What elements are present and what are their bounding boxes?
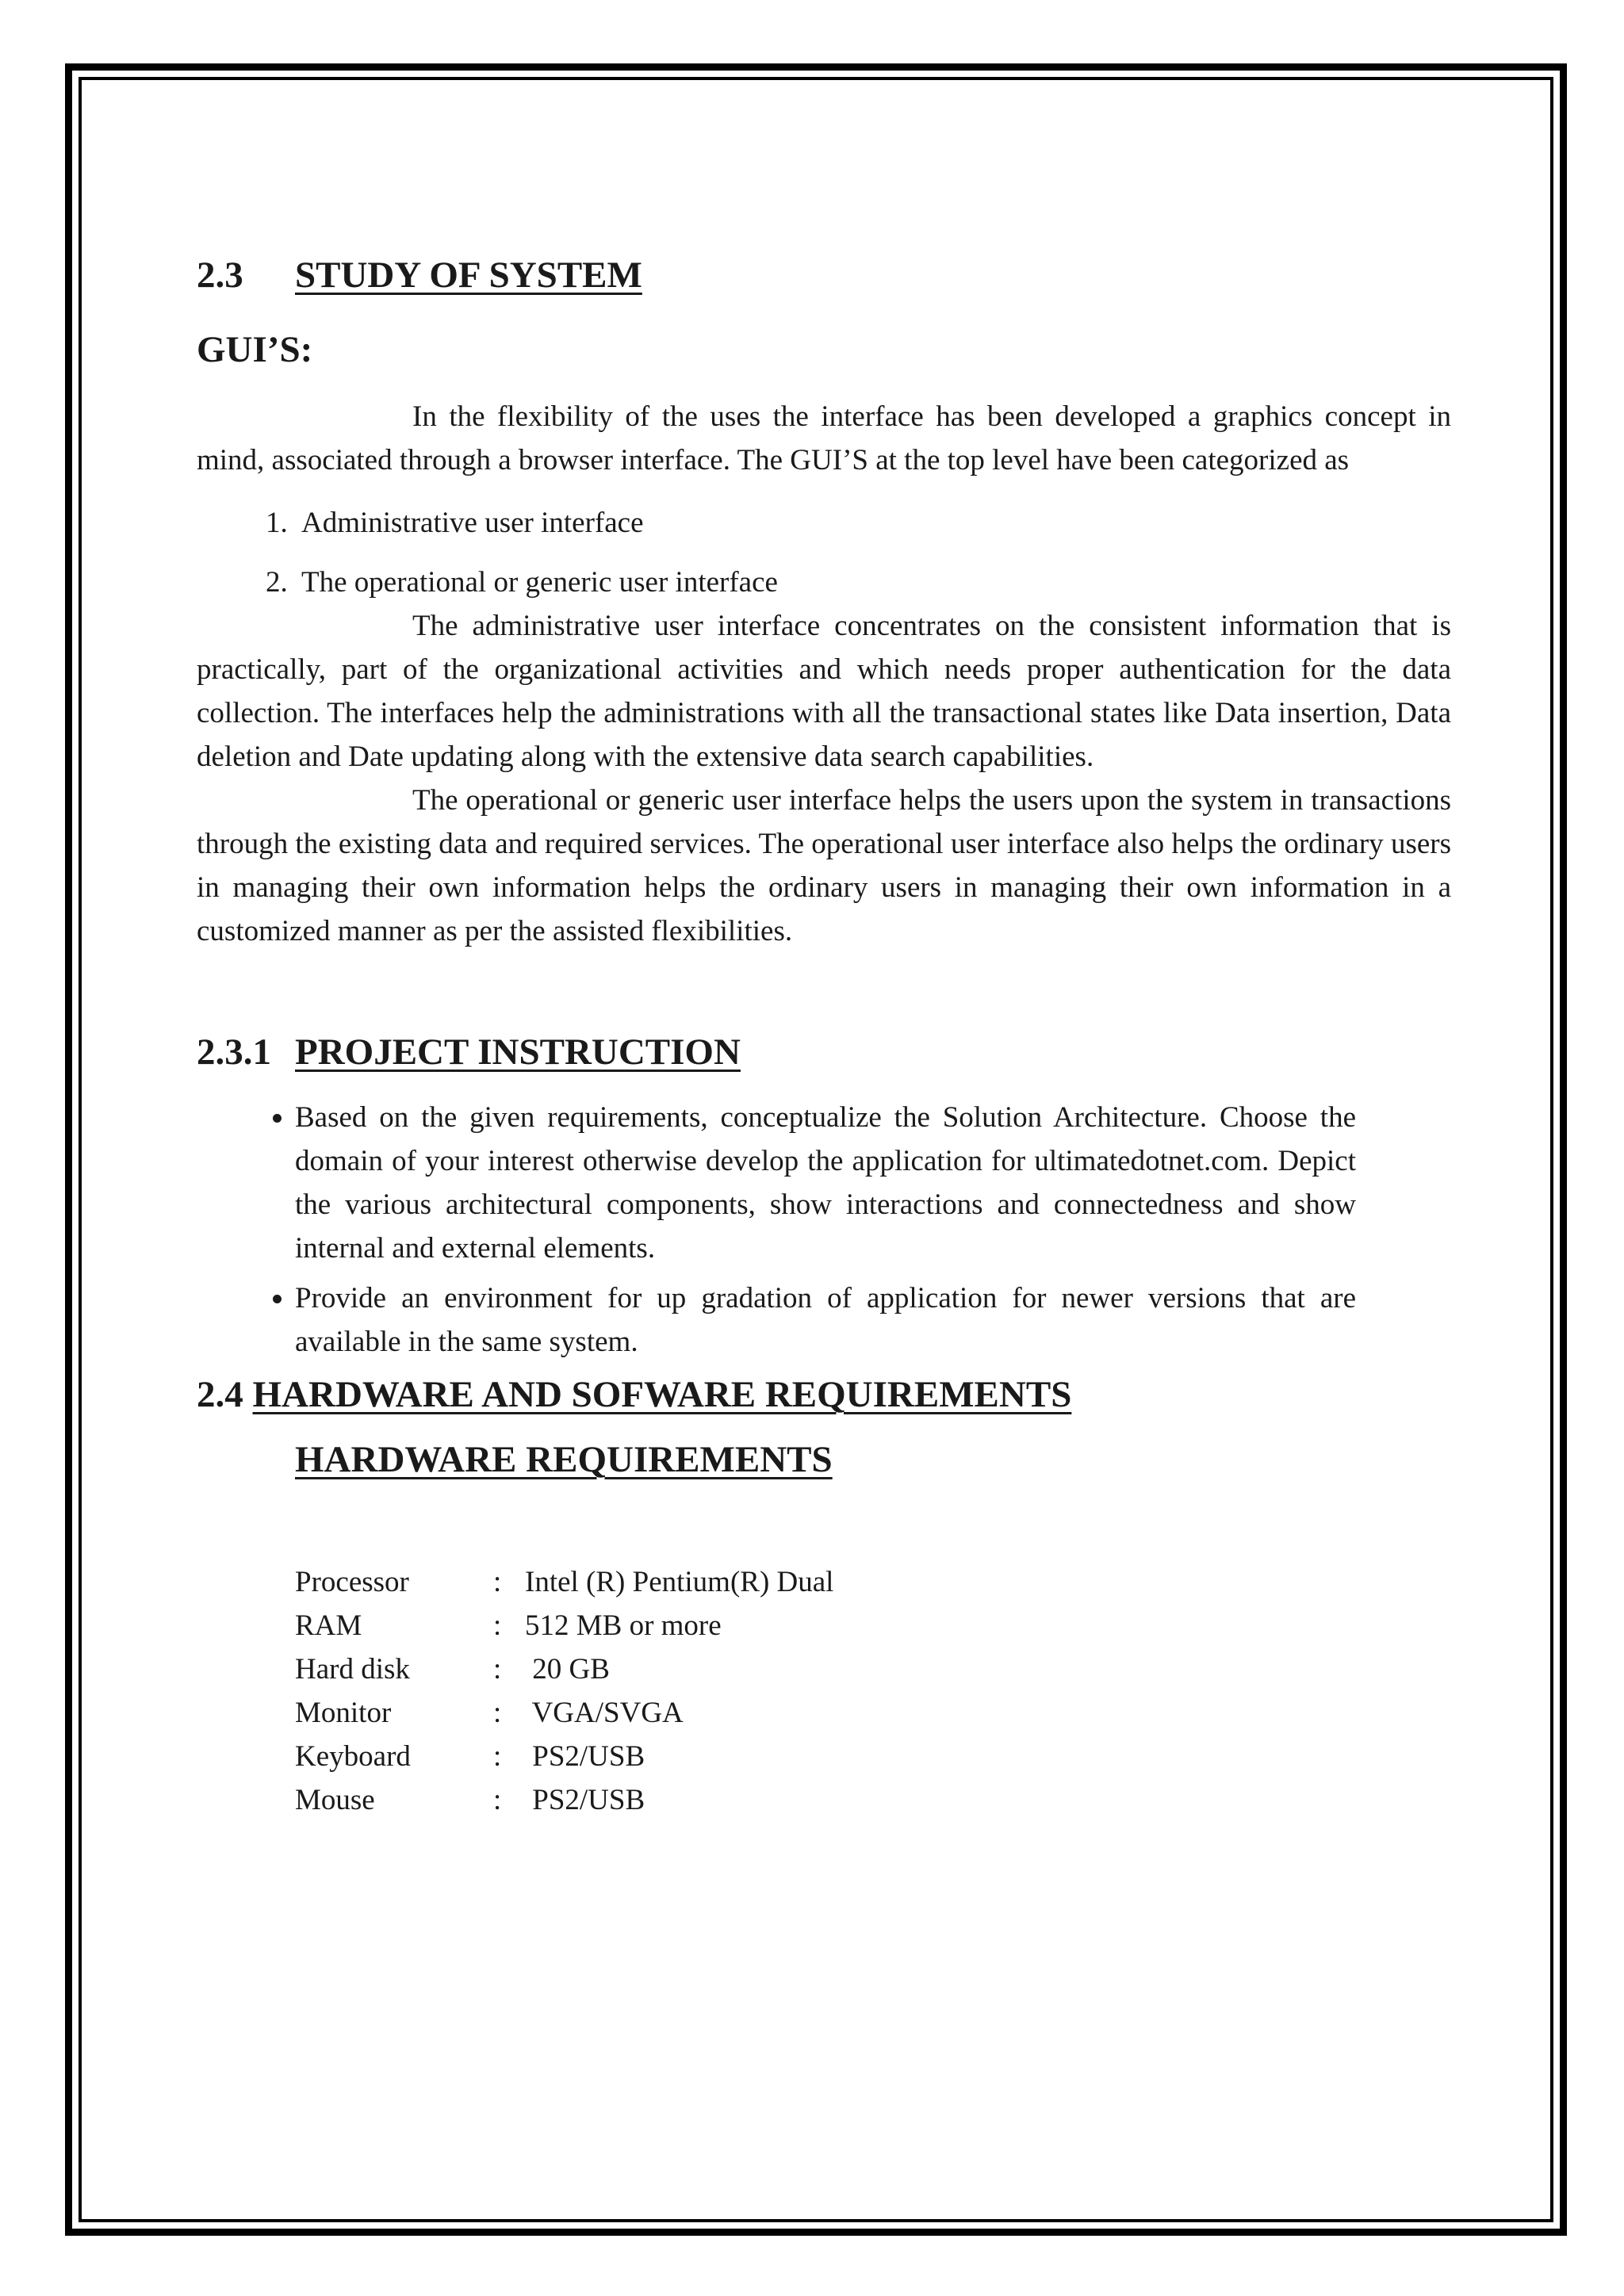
hardware-separator: : [493,1784,502,1816]
project-heading [197,1031,1451,1073]
hardware-heading: HARDWARE REQUIREMENTS [295,1439,833,1480]
bullet-item: • Provide an environment for up gradation of application for newer versions that are available in the same system. [295,1276,1356,1364]
requirements-number: 2.4 [197,1374,243,1415]
hardware-separator: : [493,1566,502,1598]
hardware-key: Keyboard [295,1740,411,1773]
section-heading [197,254,1451,297]
hardware-separator: : [493,1697,502,1729]
operational-paragraph: The operational or generic user interface helps the users upon the system in transactions through the existing data and required services. The operational user interface also helps the ordinary users in managing their own information helps the ordinary users in managing their own information in a customized manner as per the assisted flexibilities. [197,784,1451,947]
list-item: 1. Administrative user interface [295,501,1451,545]
project-number: 2.3.1 [197,1031,271,1073]
hardware-separator: : [493,1740,502,1773]
table-row [295,1735,833,1778]
table-row [295,1604,833,1647]
hardware-value: PS2/USB [525,1740,645,1773]
requirements-heading [197,1373,1451,1416]
hardware-key: RAM [295,1609,362,1642]
project-title: PROJECT INSTRUCTION [295,1031,741,1073]
requirements-title: HARDWARE AND SOFWARE REQUIREMENTS [252,1374,1072,1415]
intro-paragraph: In the flexibility of the uses the interface has been developed a graphics concept in mind, associated through a browser interface. The GUI’S at the top level have been categorized as [197,400,1451,476]
hardware-value: VGA/SVGA [525,1697,684,1729]
table-row [295,1778,833,1822]
hardware-value: 512 MB or more [525,1609,722,1642]
hardware-separator: : [493,1653,502,1686]
hardware-value: PS2/USB [525,1784,645,1816]
hardware-key: Processor [295,1566,409,1598]
bullet-item: • Based on the given requirements, conceptualize the Solution Architecture. Choose the domain of your interest otherwise develop the application for ultimatedotnet.com. Depict the various architectural components, show interactions and connectedness and show internal and external elements. [295,1096,1356,1270]
guis-heading: GUI’S: [197,329,313,370]
gui-category-list [197,501,1451,604]
document-page [197,254,1451,1822]
section-number: 2.3 [197,254,243,296]
hardware-key: Monitor [295,1697,392,1729]
project-bullets [197,1096,1356,1364]
hardware-value: Intel (R) Pentium(R) Dual [525,1566,834,1598]
hardware-separator: : [493,1609,502,1642]
section-title: STUDY OF SYSTEM [295,254,642,296]
table-row [295,1560,833,1604]
admin-paragraph: The administrative user interface concentrates on the consistent information that is practically, part of the organizational activities and which needs proper authentication for the data collection. The interfaces help the administrations with all the transactional states like Data insertion, Data deletion and Date updating along with the extensive data search capabilities. [197,610,1451,773]
hardware-key: Hard disk [295,1653,410,1686]
hardware-key: Mouse [295,1784,375,1816]
list-item: 2. The operational or generic user interface [295,561,1451,604]
hardware-value: 20 GB [525,1653,610,1686]
hardware-table [295,1560,833,1822]
table-row [295,1647,833,1691]
table-row [295,1691,833,1735]
